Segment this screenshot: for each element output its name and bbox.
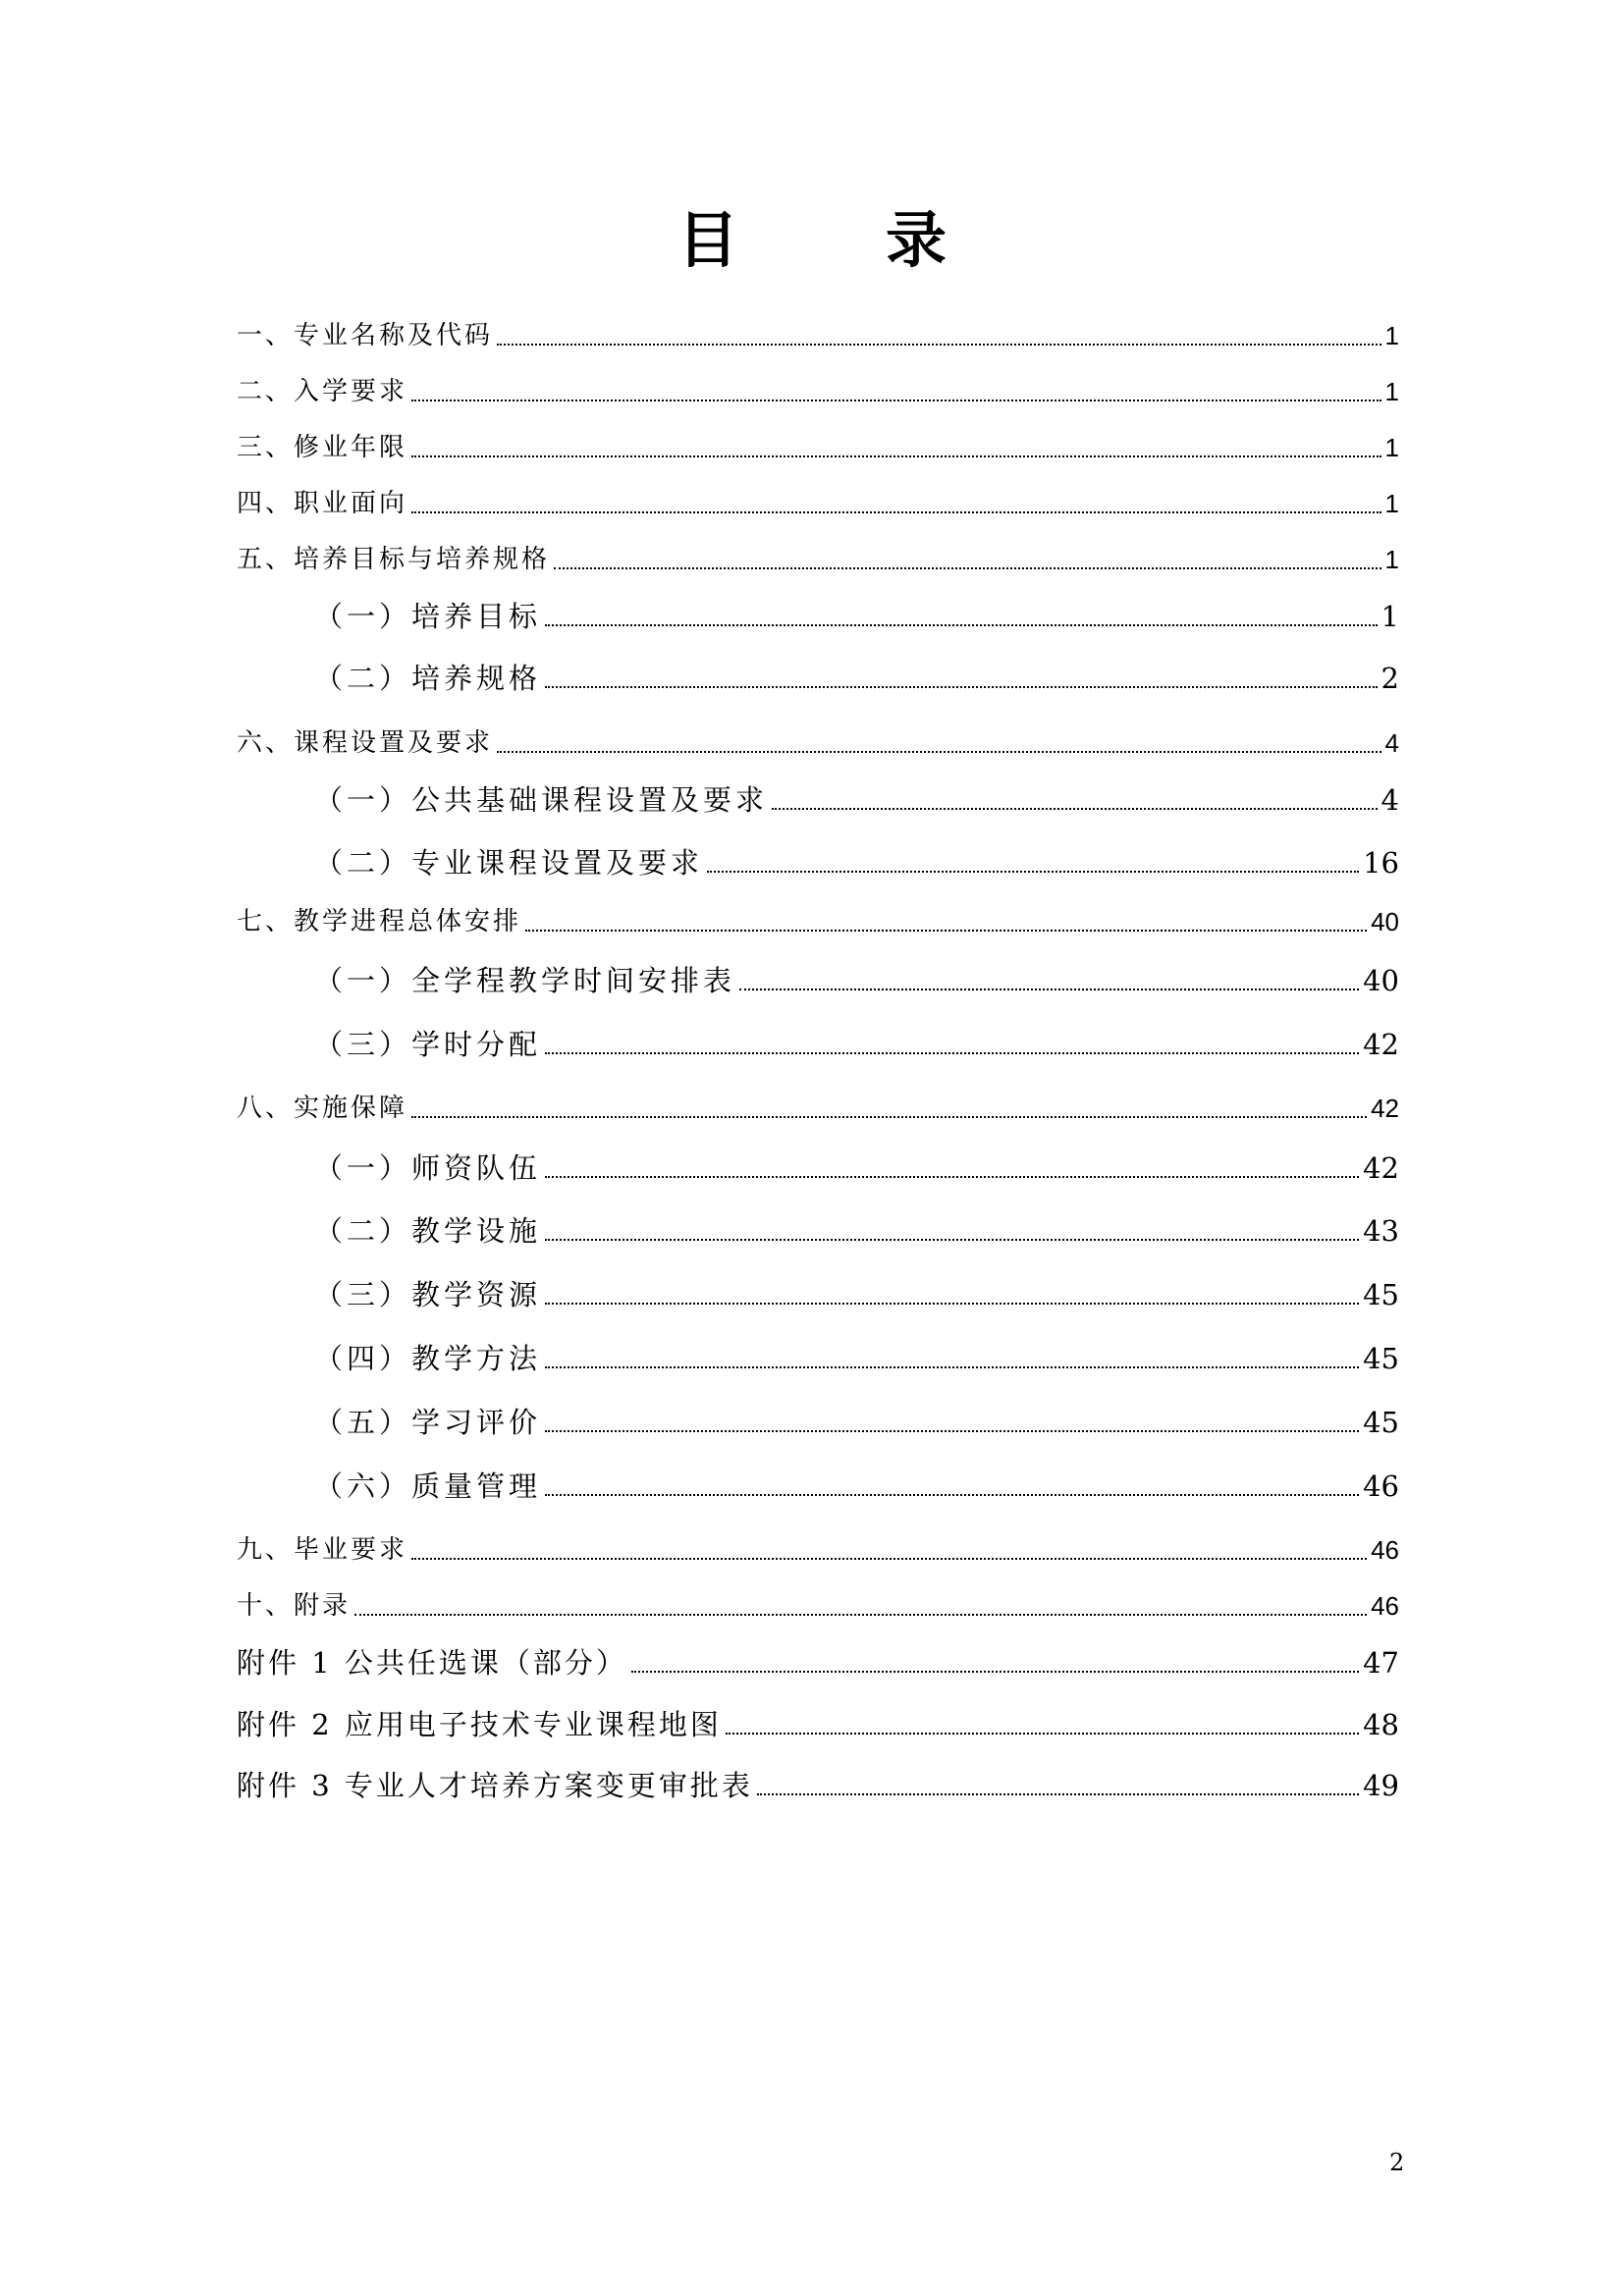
toc-entry-page: 1 bbox=[1384, 377, 1399, 406]
toc-entry[interactable] bbox=[237, 1644, 1399, 1682]
toc-leader-dots bbox=[707, 870, 1359, 873]
toc-entry[interactable] bbox=[237, 1026, 1399, 1063]
toc-entry[interactable] bbox=[237, 1767, 1399, 1804]
toc-entry-page: 42 bbox=[1363, 1028, 1399, 1061]
toc-entry[interactable] bbox=[237, 1587, 1399, 1625]
toc-leader-dots bbox=[757, 1792, 1359, 1795]
toc-entry[interactable] bbox=[237, 1468, 1399, 1505]
toc-entry-label: 十、附录 bbox=[237, 1591, 352, 1621]
toc-entry[interactable] bbox=[237, 724, 1399, 762]
toc-entry-page: 40 bbox=[1371, 907, 1399, 936]
toc-entry[interactable] bbox=[237, 1276, 1399, 1313]
toc-entry-page: 1 bbox=[1384, 433, 1399, 462]
toc-entry-page: 45 bbox=[1363, 1278, 1399, 1311]
toc-leader-dots bbox=[497, 343, 1381, 346]
toc-leader-dots bbox=[739, 988, 1359, 990]
toc-leader-dots bbox=[411, 510, 1381, 513]
toc-entry[interactable] bbox=[237, 373, 1399, 410]
toc-leader-dots bbox=[411, 399, 1381, 401]
toc-leader-dots bbox=[631, 1670, 1359, 1673]
toc-entry[interactable] bbox=[237, 781, 1399, 819]
page-number: 2 bbox=[1389, 2149, 1405, 2176]
toc-entry-label: 五、培养目标与培养规格 bbox=[237, 545, 551, 574]
toc-leader-dots bbox=[545, 1302, 1359, 1305]
toc-leader-dots bbox=[772, 807, 1378, 810]
toc-entry[interactable] bbox=[237, 844, 1399, 881]
toc-entry-label: 六、课程设置及要求 bbox=[237, 728, 494, 758]
toc-entry-label: （三）教学资源 bbox=[314, 1278, 542, 1311]
toc-entry-label: 八、实施保障 bbox=[237, 1094, 408, 1123]
toc-entry-label: （六）质量管理 bbox=[314, 1469, 542, 1503]
toc-entry-label: （四）教学方法 bbox=[314, 1342, 542, 1375]
toc-entry-page: 40 bbox=[1363, 964, 1399, 997]
toc-entry-label: （二）培养规格 bbox=[314, 662, 542, 695]
toc-entry-label: （五）学习评价 bbox=[314, 1406, 542, 1439]
toc-entry-page: 47 bbox=[1363, 1646, 1399, 1680]
toc-entry-label: 附件 1 公共任选课（部分） bbox=[237, 1646, 627, 1680]
toc-entry-page: 49 bbox=[1363, 1769, 1399, 1802]
toc-entry[interactable] bbox=[237, 962, 1399, 999]
toc-entry-label: 三、修业年限 bbox=[237, 433, 408, 462]
toc-entry-label: 附件 2 应用电子技术专业课程地图 bbox=[237, 1708, 722, 1741]
toc-entry-label: 四、职业面向 bbox=[237, 489, 408, 518]
toc-entry-label: 二、入学要求 bbox=[237, 377, 408, 406]
toc-leader-dots bbox=[545, 1365, 1359, 1368]
toc-entry-page: 1 bbox=[1384, 321, 1399, 350]
toc-leader-dots bbox=[726, 1732, 1359, 1735]
toc-leader-dots bbox=[545, 1238, 1359, 1241]
toc-leader-dots bbox=[411, 1557, 1367, 1560]
toc-entry-label: 七、教学进程总体安排 bbox=[237, 907, 522, 936]
toc-leader-dots bbox=[411, 454, 1381, 457]
toc-leader-dots bbox=[545, 1051, 1359, 1054]
toc-entry[interactable] bbox=[237, 1212, 1399, 1250]
toc-entry[interactable] bbox=[237, 485, 1399, 522]
toc-entry[interactable] bbox=[237, 317, 1399, 354]
toc-leader-dots bbox=[354, 1613, 1367, 1616]
toc-entry-page: 45 bbox=[1363, 1342, 1399, 1375]
toc-leader-dots bbox=[545, 623, 1378, 626]
toc-entry-label: （一）师资队伍 bbox=[314, 1151, 542, 1185]
toc-entry[interactable] bbox=[237, 598, 1399, 635]
toc-entry-page: 4 bbox=[1380, 783, 1399, 817]
toc-entry-label: （二）专业课程设置及要求 bbox=[314, 846, 704, 880]
toc-entry[interactable] bbox=[237, 660, 1399, 697]
toc-entry-label: 九、毕业要求 bbox=[237, 1535, 408, 1565]
toc-leader-dots bbox=[525, 929, 1367, 932]
toc-leader-dots bbox=[554, 566, 1381, 569]
toc-entry-page: 2 bbox=[1380, 662, 1399, 695]
toc-entry-label: （三）学时分配 bbox=[314, 1028, 542, 1061]
toc-leader-dots bbox=[545, 1175, 1359, 1178]
toc-entry-page: 43 bbox=[1363, 1214, 1399, 1248]
toc-title: 目录 bbox=[677, 204, 1094, 276]
toc-entry-label: 一、专业名称及代码 bbox=[237, 321, 494, 350]
toc-entry-label: （二）教学设施 bbox=[314, 1214, 542, 1248]
toc-leader-dots bbox=[411, 1115, 1367, 1118]
toc-entry[interactable] bbox=[237, 1090, 1399, 1127]
toc-entry-page: 45 bbox=[1363, 1406, 1399, 1439]
toc-entry-label: 附件 3 专业人才培养方案变更审批表 bbox=[237, 1769, 753, 1802]
toc-entry-page: 1 bbox=[1380, 600, 1399, 633]
toc-leader-dots bbox=[545, 1493, 1359, 1496]
toc-entry-label: （一）公共基础课程设置及要求 bbox=[314, 783, 769, 817]
toc-entry-page: 1 bbox=[1384, 489, 1399, 518]
toc-leader-dots bbox=[545, 1429, 1359, 1432]
toc-entry[interactable] bbox=[237, 903, 1399, 940]
toc-entry[interactable] bbox=[237, 429, 1399, 466]
toc-entry[interactable] bbox=[237, 1404, 1399, 1441]
toc-entry-page: 46 bbox=[1371, 1591, 1399, 1621]
toc-entry-page: 1 bbox=[1384, 545, 1399, 574]
toc-entry-label: （一）全学程教学时间安排表 bbox=[314, 964, 736, 997]
toc-entry[interactable] bbox=[237, 541, 1399, 578]
toc-entry-page: 46 bbox=[1371, 1535, 1399, 1565]
toc-entry-page: 16 bbox=[1363, 846, 1399, 880]
toc-entry-page: 42 bbox=[1363, 1151, 1399, 1185]
toc-leader-dots bbox=[497, 750, 1381, 753]
toc-entry[interactable] bbox=[237, 1531, 1399, 1569]
toc-entry[interactable] bbox=[237, 1149, 1399, 1187]
toc-entry-page: 4 bbox=[1384, 728, 1399, 758]
toc-entry-page: 48 bbox=[1363, 1708, 1399, 1741]
toc-leader-dots bbox=[545, 685, 1378, 688]
toc-entry-page: 46 bbox=[1363, 1469, 1399, 1503]
toc-entry[interactable] bbox=[237, 1706, 1399, 1743]
toc-entry-label: （一）培养目标 bbox=[314, 600, 542, 633]
toc-entry[interactable] bbox=[237, 1340, 1399, 1377]
toc-entry-page: 42 bbox=[1371, 1094, 1399, 1123]
